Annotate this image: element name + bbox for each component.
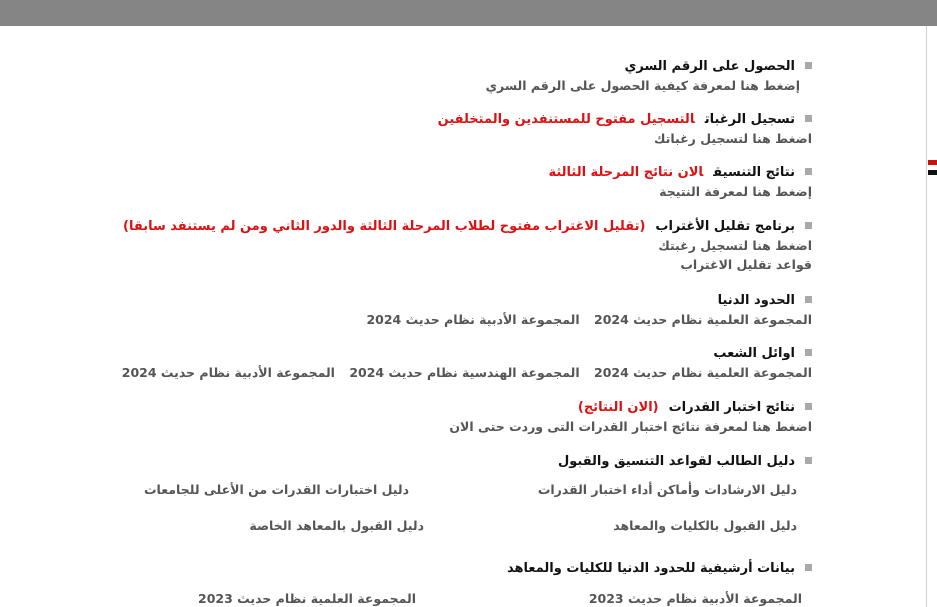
- right-divider: [926, 26, 927, 607]
- transfer-rules-link[interactable]: قواعد تقليل الاغتراب: [680, 257, 812, 272]
- aptitude-note: (الان النتائج): [577, 400, 659, 415]
- bullet-icon: [805, 403, 812, 410]
- section-results: [548, 164, 812, 201]
- flag-stripe-black: [928, 170, 937, 175]
- section-pin: [486, 58, 812, 95]
- bullet-icon: [805, 222, 812, 229]
- wishes-note: التسجيل مفتوح للمستنفدين والمتخلفين: [437, 112, 695, 127]
- results-link[interactable]: إضغط هنا لمعرفة النتيجة: [659, 184, 812, 199]
- top-students-title: اوائل الشعب: [713, 346, 795, 361]
- section-min-limits: [366, 292, 812, 329]
- wishes-link[interactable]: اضغط هنا لتسجيل رغباتك: [654, 131, 812, 146]
- top-science-link[interactable]: المجموعة العلمية نظام حديث 2024: [594, 365, 812, 380]
- bullet-icon: [805, 296, 812, 303]
- section-aptitude: [449, 399, 812, 436]
- wishes-title: تسجيل الرغبات: [704, 112, 795, 127]
- transfer-register-link[interactable]: اضغط هنا لتسجيل رغبتك: [658, 238, 812, 253]
- pin-title: الحصول على الرقم السري: [624, 59, 795, 74]
- top-bar: [0, 0, 937, 26]
- bullet-icon: [805, 115, 812, 122]
- aptitude-link[interactable]: اضغط هنا لمعرفة نتائج اختبار القدرات التى وردت حتى الان: [449, 419, 812, 434]
- guide-admission-colleges-link[interactable]: دليل القبول بالكليات والمعاهد: [613, 518, 797, 533]
- aptitude-title: نتائج اختبار القدرات: [668, 400, 795, 415]
- section-top-students: [122, 345, 812, 382]
- bullet-icon: [805, 168, 812, 175]
- section-wishes: [438, 111, 812, 148]
- bullet-icon: [805, 62, 812, 69]
- top-literary-link[interactable]: المجموعة الأدبية نظام حديث 2024: [121, 365, 335, 380]
- results-title: نتائج التنسيق: [713, 165, 795, 180]
- min-limits-science-link[interactable]: المجموعة العلمية نظام حديث 2024: [594, 312, 812, 327]
- guide-title: دليل الطالب لقواعد التنسيق والقبول: [557, 454, 795, 469]
- section-archive: [507, 560, 812, 578]
- top-engineering-link[interactable]: المجموعة الهندسية نظام حديث 2024: [349, 365, 580, 380]
- pin-link[interactable]: إضغط هنا لمعرفة كيفية الحصول على الرقم السري: [485, 78, 800, 93]
- transfer-note: (تقليل الاغتراب مفتوح لطلاب المرحلة الثالثة والدور الثاني ومن لم يستنفد سابقا): [123, 219, 646, 234]
- results-note: الان نتائج المرحلة الثالثة: [548, 165, 704, 180]
- guide-admission-private-link[interactable]: دليل القبول بالمعاهد الخاصة: [249, 518, 424, 533]
- section-guide: [558, 453, 812, 471]
- guide-aptitude-tests-link[interactable]: دليل اختبارات القدرات من الأعلى للجامعات: [143, 482, 409, 497]
- bullet-icon: [805, 564, 812, 571]
- archive-title: بيانات أرشيفية للحدود الدنيا للكليات والمعاهد: [506, 561, 795, 576]
- min-limits-literary-link[interactable]: المجموعة الأدبية نظام حديث 2024: [366, 312, 580, 327]
- transfer-title: برنامج تقليل الأغتراب: [655, 219, 795, 234]
- min-limits-title: الحدود الدنيا: [717, 293, 795, 308]
- guide-locations-link[interactable]: دليل الارشادات وأماكن أداء اختبار القدرات: [537, 482, 797, 497]
- archive-science-link[interactable]: المجموعة العلمية نظام حديث 2023: [198, 591, 416, 606]
- archive-literary-link[interactable]: المجموعة الأدبية نظام حديث 2023: [588, 591, 802, 606]
- section-transfer: [123, 218, 812, 274]
- bullet-icon: [805, 349, 812, 356]
- bullet-icon: [805, 457, 812, 464]
